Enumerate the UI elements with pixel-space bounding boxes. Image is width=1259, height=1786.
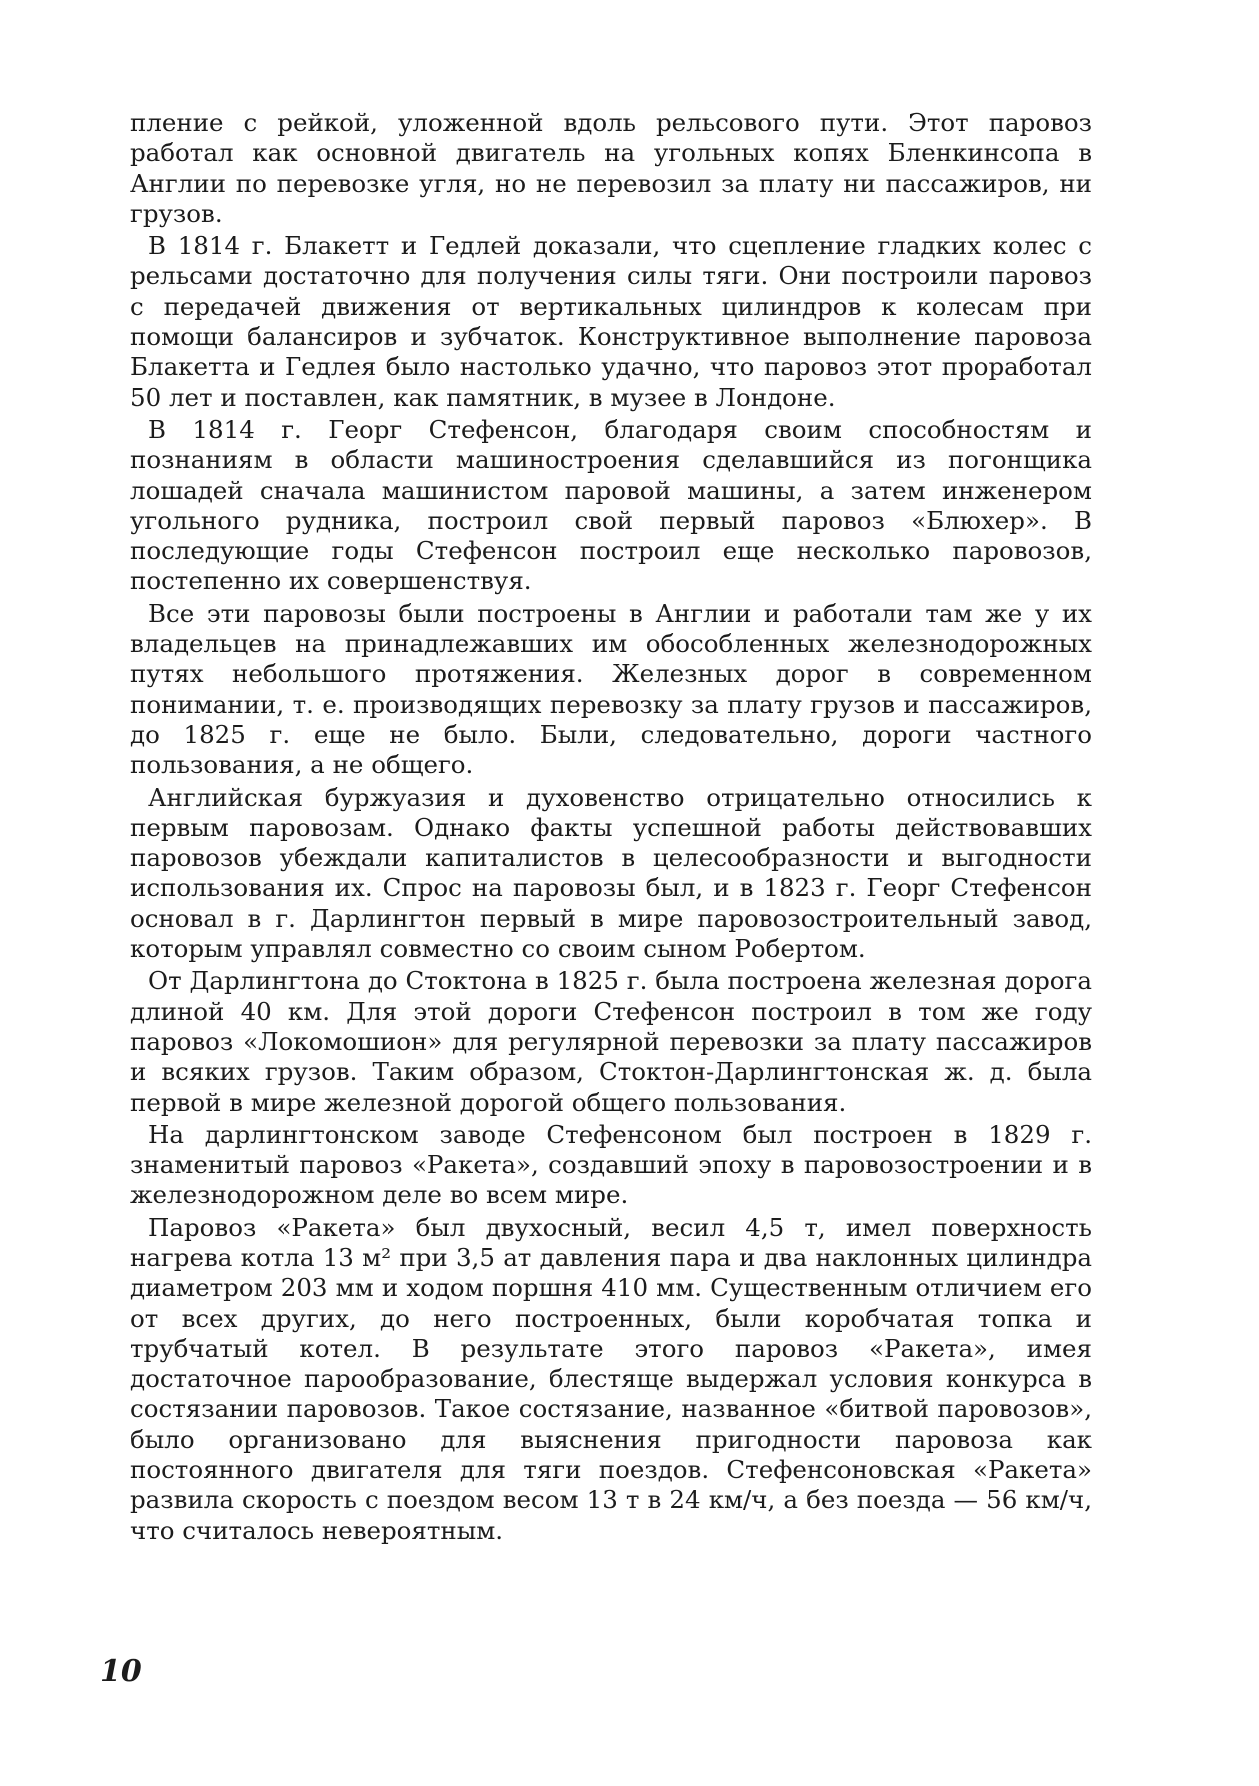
- paragraph-rocket-specs: Паровоз «Ракета» был двухосный, весил 4,5 т, имел поверхность нагрева котла 13 м² при 3,5 ат давления пара и два наклонных цилиндра диаметром 203 мм и ходом поршня 410 мм. Существенным отличием его от всех других, до него построенных, были коробчатая топка и трубчатый котел. В результате этого паровоз «Ракета», имея достаточное парообразование, блестяще выдержал условия конкурса в состязании паровозов. Такое состязание, названное «битвой паровозов», было организовано для выяснения пригодности паровоза как постоянного двигателя для тяги поездов. Стефенсоновская «Ракета» развила скорость с поездом весом 13 т в 24 км/ч, а без поезда — 56 км/ч, что считалось невероятным.: [130, 1212, 1092, 1545]
- paragraph-rocket-built: На дарлингтонском заводе Стефенсоном был построен в 1829 г. знаменитый паровоз «Ракета», создавший эпоху в паровозостроении и в железнодорожном деле во всем мире.: [130, 1119, 1092, 1210]
- paragraph-blackett-hedley: В 1814 г. Блакетт и Гедлей доказали, что сцепление гладких колес с рельсами достаточно для получения силы тяги. Они построили паровоз с передачей движения от вертикальных цилиндров к колесам при помощи балансиров и зубчаток. Конструктивное выполнение паровоза Блакетта и Гедлея было настолько удачно, что паровоз этот проработал 50 лет и поставлен, как памятник, в музее в Лондоне.: [130, 231, 1092, 412]
- paragraph-first-factory: Английская буржуазия и духовенство отрицательно относились к первым паровозам. Однако факты успешной работы действовавших паровозов убеждали капиталистов в целесообразности и выгодности использования их. Спрос на паровозы был, и в 1823 г. Георг Стефенсон основал в г. Дарлингтон первый в мире паровозостроительный завод, которым управлял совместно со своим сыном Робертом.: [130, 782, 1092, 964]
- page-body: [130, 108, 1092, 1548]
- paragraph-stephenson-blucher: В 1814 г. Георг Стефенсон, благодаря своим способностям и познаниям в области машиностроения сделавшийся из погонщика лошадей сначала машинистом паровой машины, а затем инженером угольного рудника, построил свой первый паровоз «Блюхер». В последующие годы Стефенсон построил еще несколько паровозов, постепенно их совершенствуя.: [130, 414, 1092, 596]
- paragraph-stockton-darlington: От Дарлингтона до Стоктона в 1825 г. была построена железная дорога длиной 40 км. Для этой дороги Стефенсон построил в том же году паровоз «Локомошион» для регулярной перевозки за плату пассажиров и всяких грузов. Таким образом, Стоктон-Дарлингтонская ж. д. была первой в мире железной дорогой общего пользования.: [130, 966, 1092, 1117]
- paragraph-private-railways: Все эти паровозы были построены в Англии и работали там же у их владельцев на принадлежавших им обособленных железнодорожных путях небольшого протяжения. Железных дорог в современном понимании, т. е. производящих перевозку за плату грузов и пассажиров, до 1825 г. еще не было. Были, следовательно, дороги частного пользования, а не общего.: [130, 598, 1092, 780]
- paragraph-continuation: пление с рейкой, уложенной вдоль рельсового пути. Этот паровоз работал как основной двигатель на угольных копях Бленкинсопа в Англии по перевозке угля, но не перевозил за плату ни пассажиров, ни грузов.: [130, 108, 1092, 228]
- page-number: 10: [100, 1654, 142, 1689]
